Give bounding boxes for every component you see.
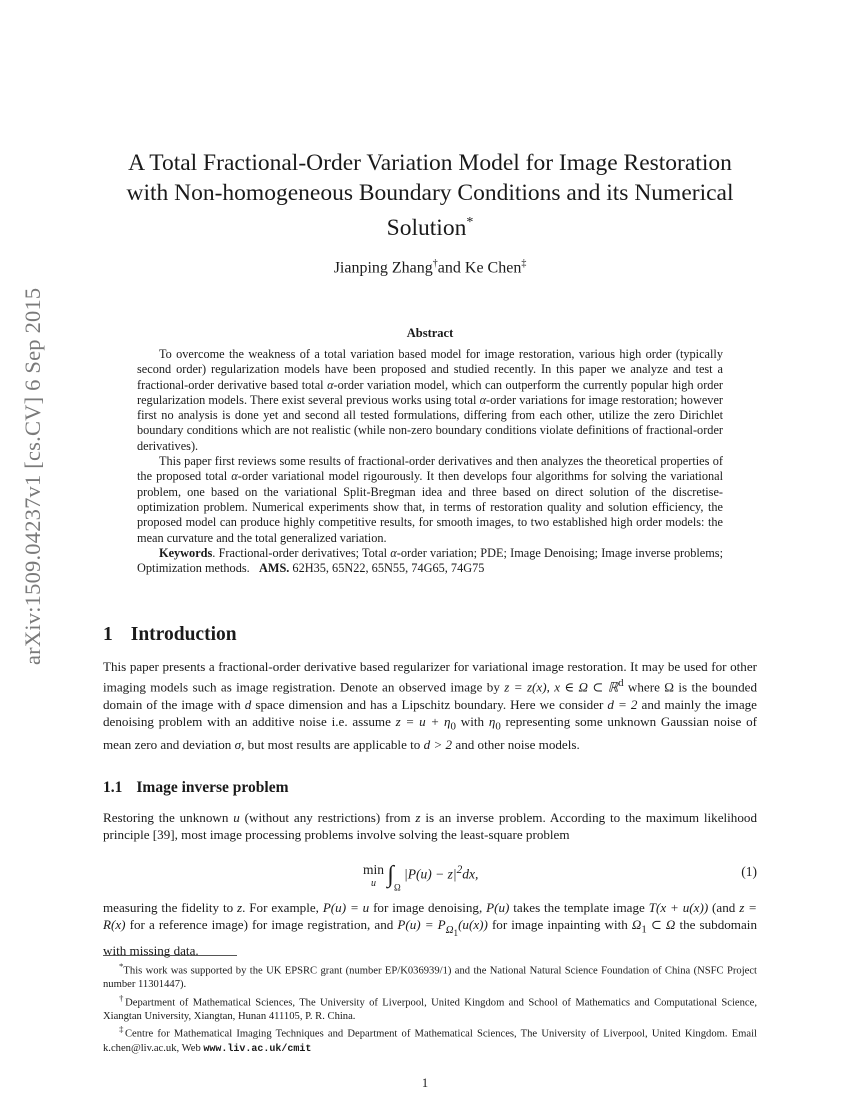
- section-heading-introduction: [103, 624, 237, 646]
- math-inline: z: [415, 810, 421, 825]
- abstract-text: -order variations for image restoration; however first no analysis is done yet and second all tested formulations, differing from each other, utilize the zero Dirichlet boundary conditions which are not realistic (while non-zero boundary conditions violate definitions of fractional-order derivatives).: [137, 392, 723, 453]
- footnote-text: Centre for Mathematical Imaging Techniques and Department of Mathematical Sciences, The University of Liverpool, United Kingdom. Email k.chen@liv.ac.uk, Web: [103, 1028, 757, 1054]
- equation-formula: [363, 862, 478, 893]
- math-subscript: 0: [495, 720, 501, 733]
- alpha-symbol: α: [390, 545, 397, 560]
- ams-codes: 62H35, 65N22, 65N55, 74G65, 74G75: [289, 561, 485, 576]
- math-inline: σ: [234, 737, 242, 753]
- text: takes the template image: [509, 900, 649, 915]
- text: is an inverse problem. According to the maximum likelihood principle [39], most image processing problems involve solving the least-square problem: [103, 810, 757, 843]
- title-footnote-mark: *: [466, 215, 474, 230]
- math-inline: z = z(x), x ∈ Ω ⊂ ℝ: [504, 679, 619, 695]
- text: where Ω is the bounded domain of the image with: [103, 679, 757, 712]
- text: and mainly the image denoising problem with an additive noise i.e. assume: [103, 696, 757, 730]
- math-inline: u: [233, 810, 240, 825]
- math-inline: d = 2: [607, 696, 638, 712]
- page-number: 1: [421, 1076, 429, 1090]
- text: , but most results are applicable to: [241, 737, 424, 753]
- footnote-rule: [103, 955, 237, 956]
- alpha-symbol: α: [327, 377, 334, 392]
- equation-power: 2: [456, 864, 463, 877]
- math-inline: P(u) = u: [322, 900, 370, 915]
- title-line-3: Solution: [386, 214, 467, 241]
- abstract-text: To overcome the weakness of a total variation based model for image restoration, various high order (typically second order) regularization models have been proposed and studied recently. In this paper we analyze and test a fractional-order derivative based total: [137, 347, 723, 392]
- min-text: min: [363, 862, 385, 877]
- section-number: 1: [103, 624, 113, 645]
- intro-paragraph: [103, 658, 757, 753]
- title-line-2: with Non-homogeneous Boundary Conditions and its Numerical: [126, 180, 734, 206]
- author-2-mark: ‡: [521, 258, 527, 269]
- text: measuring the fidelity to: [103, 900, 238, 915]
- math-superscript: d: [618, 677, 624, 690]
- text: . For example,: [242, 900, 323, 915]
- web-link[interactable]: www.liv.ac.uk/cmit: [203, 1043, 312, 1055]
- math-subscript: Ω: [445, 923, 454, 936]
- equation-1: [103, 856, 757, 896]
- footnote-3: [103, 1023, 757, 1056]
- integral-sign: ∫: [387, 862, 394, 888]
- subsection-title: Image inverse problem: [136, 779, 289, 796]
- abstract: [137, 347, 723, 576]
- text: and other noise models.: [452, 737, 580, 753]
- author-1-mark: †: [432, 258, 438, 269]
- math-inline: z: [237, 900, 243, 915]
- keywords: [137, 546, 723, 577]
- math-inline: P(u): [486, 900, 510, 915]
- equation-number: (1): [741, 864, 757, 879]
- math-inline: T(x + u(x)): [648, 900, 709, 915]
- text: the subdomain with missing data.: [103, 917, 757, 959]
- keywords-text: . Fractional-order derivatives; Total: [212, 545, 391, 560]
- keywords-text: -order variation; PDE; Image Denoising; Image inverse problems; Optimization methods.: [137, 545, 724, 576]
- integral-domain: Ω: [393, 882, 401, 893]
- math-inline: d > 2: [423, 737, 453, 753]
- paper-title: [100, 148, 760, 243]
- math-inline: ⊂ Ω: [646, 917, 676, 933]
- footnote-mark: *: [119, 961, 124, 971]
- abstract-text: -order variation model, which can outperform the currently popular high order regularization models. There exist several previous works using total: [137, 377, 724, 407]
- title-line-1: A Total Fractional-Order Variation Model for Image Restoration: [128, 150, 732, 176]
- math-inline: d: [244, 696, 252, 712]
- text: for image inpainting with: [487, 917, 632, 933]
- arxiv-identifier: arXiv:1509.04237v1 [cs.CV] 6 Sep 2015: [20, 287, 45, 665]
- math-inline: P(u) = P: [397, 917, 446, 933]
- footnote-mark: †: [119, 992, 126, 1003]
- math-inline: z = R(x): [103, 900, 757, 933]
- abstract-text: This paper first reviews some results of fractional-order derivatives and then analyzes the theoretical properties of the proposed total: [137, 454, 723, 484]
- author-2: and Ke Chen: [437, 259, 522, 277]
- abstract-paragraph-2: [137, 454, 723, 546]
- text: representing some unknown Gaussian noise of mean zero and deviation: [103, 714, 757, 753]
- footnote-text: This work was supported by the UK EPSRC grant (number EP/K036939/1) and the National Natural Science Foundation of China (NSFC Project number 11301447).: [103, 965, 757, 991]
- footnotes: [103, 960, 757, 1056]
- ams-label: AMS.: [258, 561, 290, 576]
- text: for a reference image) for image registration, and: [125, 917, 398, 933]
- min-operator: [363, 862, 384, 889]
- arxiv-stamp: [0, 287, 60, 665]
- keywords-label: Keywords: [159, 545, 213, 560]
- text: (without any restrictions) from: [239, 810, 416, 825]
- math-inline: (u(x)): [458, 917, 488, 933]
- footnote-mark: ‡: [119, 1024, 125, 1035]
- footnote-2: [103, 992, 757, 1024]
- text: (and: [708, 900, 740, 915]
- math-inline: η: [488, 714, 496, 730]
- math-subscript: 1: [641, 923, 647, 936]
- abstract-text: -order variational model rigourously. It then develops four algorithms for solving the variational problem, one based on the variational Split-Bregman idea and three based on direct solution of the discretise-optimization problem. Numerical experiments show that, in terms of restoration quality and solution efficiency, the proposed model can produce highly competitive results, for smooth images, to two established high order models: the mean curvature and the total generalized variation.: [137, 469, 723, 545]
- text: space dimension and has a Lipschitz boundary. Here we consider: [251, 696, 608, 712]
- math-inline: Ω: [631, 917, 642, 933]
- inverse-problem-paragraph: [103, 809, 757, 844]
- subsection-number: 1.1: [103, 779, 123, 796]
- authors: [100, 258, 760, 277]
- min-subscript: u: [371, 878, 376, 889]
- author-1: Jianping Zhang: [333, 259, 433, 277]
- section-title: Introduction: [130, 624, 237, 645]
- math-subscript: 0: [450, 720, 456, 733]
- equation-tail: dx,: [462, 866, 479, 882]
- text: with: [456, 714, 489, 730]
- alpha-symbol: α: [231, 469, 238, 484]
- footnote-1: [103, 960, 757, 992]
- text: This paper presents a fractional-order derivative based regularizer for variational image restoration. It may be used for other imaging models such as image registration. Denote an observed image by: [103, 659, 757, 695]
- text: for image denoising,: [369, 900, 487, 915]
- equation-body: |P(u) − z|: [404, 866, 457, 882]
- math-inline: z = u + η: [395, 714, 451, 730]
- abstract-paragraph-1: [137, 347, 723, 454]
- math-subscript: 1: [453, 928, 459, 939]
- abstract-heading: Abstract: [406, 326, 454, 340]
- fidelity-paragraph: [103, 899, 757, 960]
- subsection-heading-image-inverse-problem: [103, 779, 288, 797]
- text: Restoring the unknown: [103, 810, 234, 825]
- footnote-text: Department of Mathematical Sciences, The University of Liverpool, United Kingdom and School of Mathematics and Computational Science, Xiangtan University, Xiangtan, Hunan 411105, P. R. China.: [103, 997, 757, 1022]
- alpha-symbol: α: [479, 392, 487, 407]
